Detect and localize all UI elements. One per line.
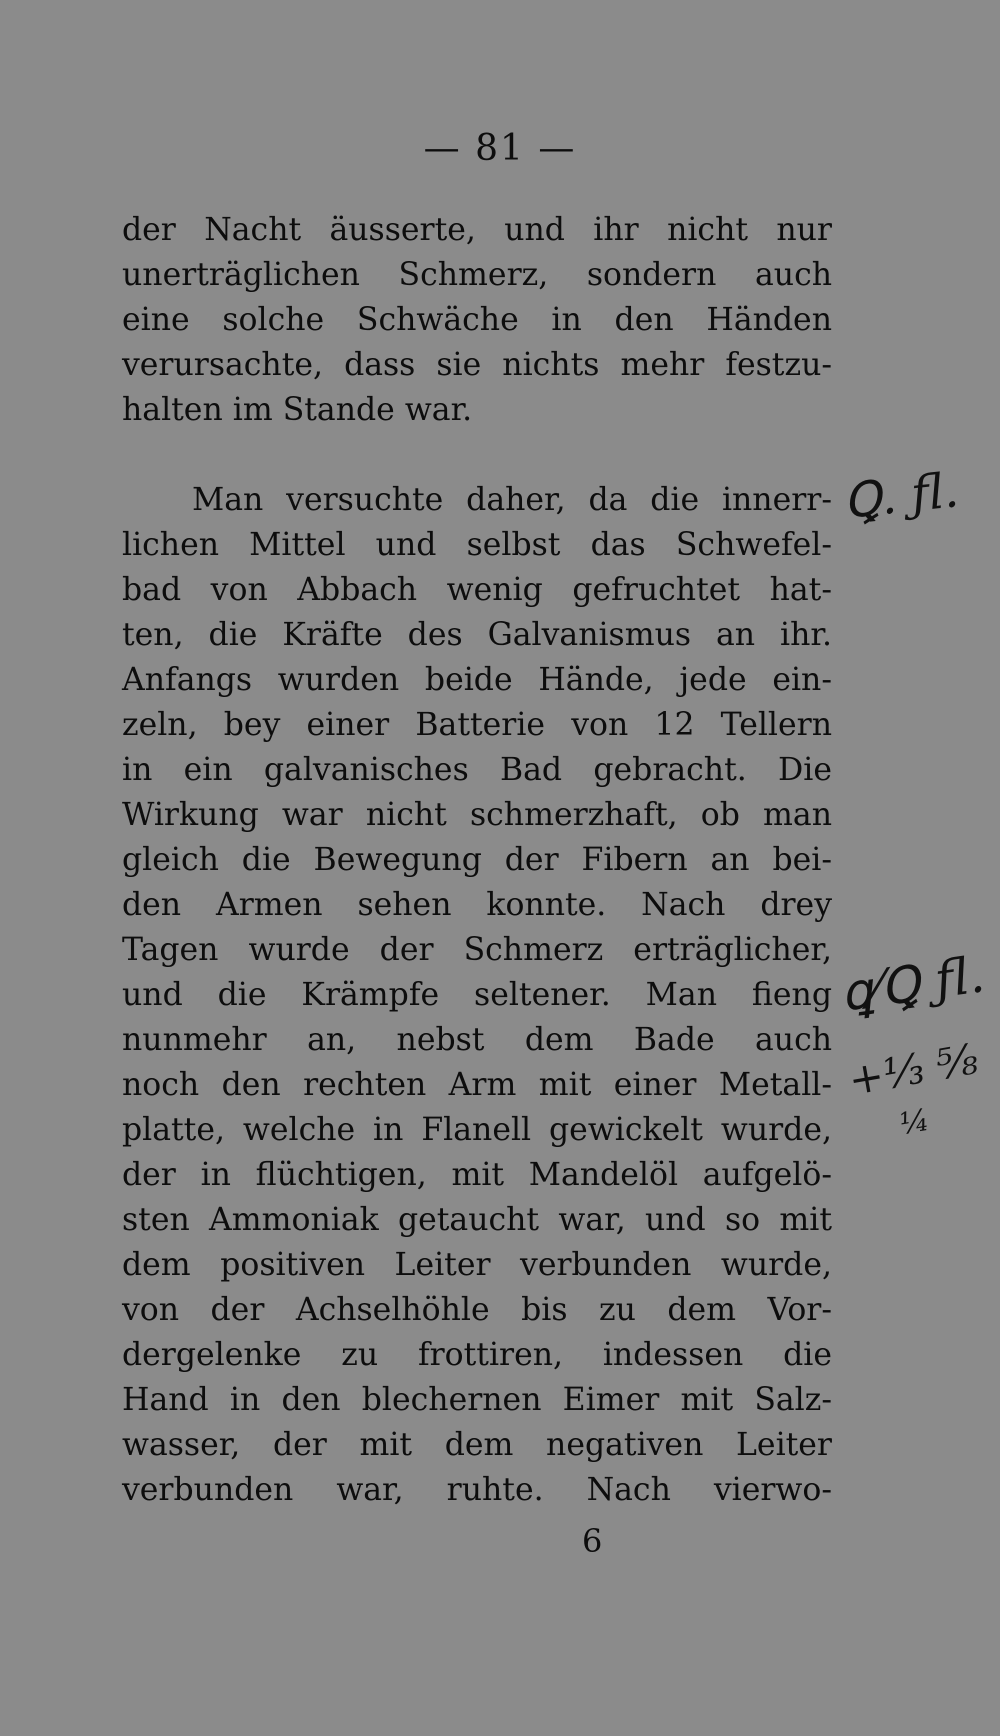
text-line: unerträglichen Schmerz, sondern auch (122, 257, 832, 293)
handwritten-margin-note: ¼ (897, 1102, 932, 1143)
text-line: noch den rechten Arm mit einer Metall- (122, 1067, 832, 1103)
text-line: der in flüchtigen, mit Mandelöl aufgelö- (122, 1157, 832, 1193)
handwritten-margin-note: +⅓ ⅝ (844, 1034, 982, 1105)
paragraph-2 (122, 478, 832, 1513)
text-line: Anfangs wurden beide Hände, jede ein- (122, 662, 832, 698)
text-line: sten Ammoniak getaucht war, und so mit (122, 1202, 832, 1238)
text-line: wasser, der mit dem negativen Leiter (122, 1427, 832, 1463)
text-line: platte, welche in Flanell gewickelt wurde, (122, 1112, 832, 1148)
text-line: bad von Abbach wenig gefruchtet hat- (122, 572, 832, 608)
text-line: gleich die Bewegung der Fibern an bei- (122, 842, 832, 878)
text-line: dergelenke zu frottiren, indessen die (122, 1337, 832, 1373)
text-line: Tagen wurde der Schmerz erträglicher, (122, 932, 832, 968)
text-line: Hand in den blechernen Eimer mit Salz- (122, 1382, 832, 1418)
text-line: verursachte, dass sie nichts mehr festzu- (122, 347, 832, 383)
text-line: in ein galvanisches Bad gebracht. Die (122, 752, 832, 788)
text-line: der Nacht äusserte, und ihr nicht nur (122, 212, 832, 248)
text-line: und die Krämpfe seltener. Man fieng (122, 977, 832, 1013)
page-number: — 81 — (423, 128, 577, 169)
text-line: dem positiven Leiter verbunden wurde, (122, 1247, 832, 1283)
paragraph-1 (122, 208, 832, 433)
text-line: lichen Mittel und selbst das Schwefel- (122, 527, 832, 563)
text-line: den Armen sehen konnte. Nach drey (122, 887, 832, 923)
text-line: verbunden war, ruhte. Nach vierwo- (122, 1472, 832, 1508)
text-line: eine solche Schwäche in den Händen (122, 302, 832, 338)
text-line: von der Achselhöhle bis zu dem Vor- (122, 1292, 832, 1328)
handwritten-margin-note: ꝗ⁄Ꝗ ƒl. (836, 945, 988, 1023)
text-line: Wirkung war nicht schmerzhaft, ob man (122, 797, 832, 833)
text-line: nunmehr an, nebst dem Bade auch (122, 1022, 832, 1058)
signature-mark: 6 (582, 1522, 603, 1560)
text-line: Man versuchte daher, da die innerr- (192, 482, 832, 518)
text-line: zeln, bey einer Batterie von 12 Tellern (122, 707, 832, 743)
text-line: ten, die Kräfte des Galvanismus an ihr. (122, 617, 832, 653)
text-line: halten im Stande war. (122, 392, 473, 428)
handwritten-margin-note: Ꝗ. ƒl. (840, 462, 962, 530)
